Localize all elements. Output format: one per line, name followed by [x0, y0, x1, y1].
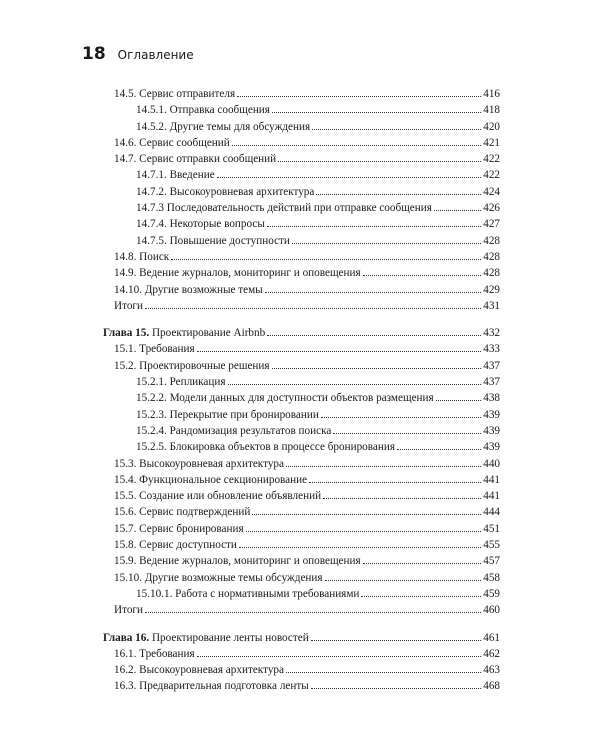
toc-entry-title — [136, 390, 434, 406]
toc-page-number: 460 — [483, 604, 500, 617]
dot-leader — [171, 258, 481, 260]
toc-entry[interactable] — [103, 586, 500, 602]
toc-entry[interactable] — [103, 233, 500, 249]
toc-entry[interactable] — [103, 602, 500, 618]
toc-entry-label: 15.8. Сервис доступности — [114, 539, 237, 552]
toc-entry[interactable] — [103, 488, 500, 504]
toc-entry[interactable] — [103, 102, 500, 118]
toc-page-number: 457 — [483, 555, 500, 568]
dot-leader — [325, 579, 482, 581]
toc-entry-title — [136, 200, 432, 216]
toc-entry[interactable] — [103, 119, 500, 135]
dot-leader — [197, 350, 482, 352]
toc-page-number: 439 — [483, 408, 500, 421]
toc-page-number: 424 — [483, 185, 500, 198]
toc-entry-title — [136, 102, 270, 118]
toc-entry-label: 14.8. Поиск — [114, 250, 170, 263]
dot-leader — [286, 465, 481, 467]
toc-entry-title — [114, 249, 169, 265]
toc-entry-title — [114, 678, 309, 694]
dot-leader — [311, 639, 482, 641]
toc-entry[interactable] — [103, 570, 500, 586]
toc-page-number: 463 — [483, 664, 500, 677]
dot-leader — [333, 432, 481, 434]
toc-entry[interactable] — [103, 521, 500, 537]
toc-page-number: 441 — [483, 490, 500, 503]
toc-entry[interactable] — [103, 407, 500, 423]
toc-page-number: 428 — [483, 250, 500, 263]
dot-leader — [272, 111, 481, 113]
toc-entry-title — [114, 472, 307, 488]
toc-page-number: 420 — [483, 120, 500, 133]
toc-entry-label: 14.5.2. Другие темы для обсуждения — [136, 120, 311, 133]
dot-leader — [311, 687, 481, 689]
dot-leader — [434, 209, 481, 211]
section-gap — [103, 619, 500, 630]
toc-entry-title — [103, 325, 265, 341]
toc-entry-label: 14.5. Сервис отправителя — [114, 88, 236, 100]
toc-page-number: 439 — [483, 424, 500, 437]
toc-entry-title — [114, 151, 276, 167]
page-number: 18 — [82, 44, 106, 64]
dot-leader — [246, 530, 482, 532]
dot-leader — [197, 655, 482, 657]
toc-entry-title — [136, 119, 310, 135]
toc-entry-title — [136, 233, 290, 249]
toc-page-number: 444 — [483, 506, 500, 519]
toc-entry-label: Проектирование ленты новостей — [149, 631, 309, 644]
toc-entry-label: 14.7.3 Последовательность действий при отправке сообщения — [136, 202, 432, 215]
toc-entry-title — [114, 135, 230, 151]
toc-entry[interactable] — [103, 678, 500, 694]
toc-page-number: 461 — [483, 631, 500, 644]
toc-entry-label: 14.9. Ведение журналов, мониторинг и оповещения — [114, 267, 361, 280]
page-header — [82, 44, 194, 64]
toc-entry-title — [136, 167, 215, 183]
toc-page-number: 458 — [483, 571, 500, 584]
toc-entry-title — [114, 570, 323, 586]
toc-entry-title — [136, 407, 319, 423]
toc-entry-label: 14.7.4. Некоторые вопросы — [136, 218, 265, 231]
toc-chapter-entry[interactable] — [103, 325, 500, 341]
toc-page-number: 426 — [483, 202, 500, 215]
toc-entry-title — [114, 488, 321, 504]
toc-page-number: 459 — [483, 587, 500, 600]
dot-leader — [232, 144, 481, 146]
toc-entry[interactable] — [103, 504, 500, 520]
toc-page-number: 468 — [483, 680, 500, 693]
toc-entry-title — [114, 537, 237, 553]
toc-entry-title — [114, 86, 235, 102]
toc-entry[interactable] — [103, 86, 500, 102]
dot-leader — [323, 497, 481, 499]
toc-entry-label: 15.1. Требования — [114, 343, 195, 356]
toc-entry-title — [114, 662, 284, 678]
dot-leader — [292, 242, 481, 244]
toc-page-number: 441 — [483, 473, 500, 486]
toc-page-number: 418 — [483, 104, 500, 117]
toc-entry-title — [136, 216, 265, 232]
running-head: Оглавление — [117, 48, 194, 62]
dot-leader — [145, 307, 481, 309]
toc-entry-title — [114, 341, 195, 357]
dot-leader — [267, 334, 481, 336]
toc-entry-label: 15.6. Сервис подтверждений — [114, 506, 251, 519]
toc-entry-title — [114, 553, 361, 569]
toc-entry[interactable] — [103, 135, 500, 151]
toc-entry-label: 14.6. Сервис сообщений — [114, 136, 230, 149]
toc-page-number: 431 — [483, 299, 500, 312]
chapter-number: Глава 15. — [103, 327, 150, 340]
table-of-contents — [103, 86, 500, 695]
chapter-number: Глава 16. — [103, 631, 150, 644]
toc-entry-label: 15.2. Проектировочные решения — [114, 359, 270, 372]
toc-page-number: 433 — [483, 343, 500, 356]
toc-entry-label: 16.3. Предварительная подготовка ленты — [114, 680, 309, 693]
toc-entry[interactable] — [103, 282, 500, 298]
toc-page-number: 437 — [483, 376, 500, 389]
dot-leader — [252, 513, 481, 515]
toc-entry[interactable] — [103, 390, 500, 406]
toc-entry-label: 15.4. Функциональное секционирование — [114, 473, 308, 486]
toc-entry-title — [136, 586, 359, 602]
toc-entry-label: 16.2. Высокоуровневая архитектура — [114, 664, 284, 677]
toc-entry-title — [136, 423, 331, 439]
dot-leader — [267, 225, 481, 227]
toc-entry[interactable] — [103, 456, 500, 472]
toc-entry-label: 15.2.2. Модели данных для доступности объектов размещения — [136, 392, 434, 405]
dot-leader — [272, 367, 482, 369]
toc-entry-label: 15.9. Ведение журналов, мониторинг и оповещения — [114, 555, 361, 568]
toc-page-number: 427 — [483, 218, 500, 231]
toc-entry[interactable] — [103, 439, 500, 455]
toc-entry[interactable] — [103, 553, 500, 569]
toc-entry[interactable] — [103, 151, 500, 167]
dot-leader — [145, 611, 481, 613]
dot-leader — [228, 383, 482, 385]
toc-entry-label: 15.2.5. Блокировка объектов в процессе бронирования — [136, 441, 395, 454]
toc-entry-title — [114, 504, 250, 520]
toc-entry-label: Итоги — [114, 604, 143, 617]
toc-entry-title — [114, 646, 195, 662]
toc-entry[interactable] — [103, 662, 500, 678]
dot-leader — [316, 193, 481, 195]
section-gap — [103, 314, 500, 325]
toc-entry[interactable] — [103, 341, 500, 357]
toc-entry-label: Итоги — [114, 299, 143, 312]
toc-page-number: 455 — [483, 539, 500, 552]
toc-page-number: 416 — [483, 88, 500, 100]
toc-entry[interactable] — [103, 249, 500, 265]
toc-entry-title — [114, 298, 143, 314]
dot-leader — [321, 416, 481, 418]
toc-page-number: 429 — [483, 283, 500, 296]
dot-leader — [286, 671, 481, 673]
toc-page-number: 440 — [483, 457, 500, 470]
toc-entry-label: 15.2.1. Репликация — [136, 376, 226, 389]
toc-page-number: 428 — [483, 267, 500, 280]
toc-entry-label: 14.10. Другие возможные темы — [114, 283, 263, 296]
toc-page-number: 451 — [483, 522, 500, 535]
toc-entry-label: 16.1. Требования — [114, 647, 195, 660]
toc-entry[interactable] — [103, 537, 500, 553]
dot-leader — [363, 274, 482, 276]
toc-page-number: 422 — [483, 153, 500, 166]
toc-page-number: 421 — [483, 136, 500, 149]
dot-leader — [265, 291, 482, 293]
toc-entry[interactable] — [103, 265, 500, 281]
dot-leader — [397, 448, 481, 450]
toc-page-number: 432 — [483, 327, 500, 340]
dot-leader — [363, 562, 482, 564]
toc-entry-title — [136, 374, 226, 390]
toc-entry-label: Проектирование Airbnb — [149, 327, 266, 340]
toc-entry-label: 14.7.2. Высокоуровневая архитектура — [136, 185, 315, 198]
toc-page-number: 438 — [483, 392, 500, 405]
dot-leader — [361, 595, 481, 597]
dot-leader — [312, 128, 481, 130]
toc-entry-label: 14.7.1. Введение — [136, 169, 215, 182]
toc-entry-label: 14.5.1. Отправка сообщения — [136, 104, 270, 117]
toc-page-number: 437 — [483, 359, 500, 372]
toc-entry-title — [114, 602, 143, 618]
toc-page-number: 428 — [483, 234, 500, 247]
toc-page-number: 422 — [483, 169, 500, 182]
dot-leader — [239, 546, 481, 548]
dot-leader — [237, 95, 481, 97]
toc-entry-title — [114, 358, 270, 374]
toc-page-number: 462 — [483, 647, 500, 660]
dot-leader — [436, 399, 482, 401]
toc-entry-label: 15.10. Другие возможные темы обсуждения — [114, 571, 323, 584]
toc-entry[interactable] — [103, 167, 500, 183]
dot-leader — [278, 160, 481, 162]
toc-entry-title — [136, 184, 314, 200]
toc-page-number: 439 — [483, 441, 500, 454]
toc-chapter-entry[interactable] — [103, 630, 500, 646]
toc-entry-title — [114, 265, 361, 281]
toc-entry-label: 15.2.4. Рандомизация результатов поиска — [136, 424, 332, 437]
toc-entry-title — [103, 630, 309, 646]
toc-entry-label: 15.5. Создание или обновление объявлений — [114, 490, 322, 503]
toc-entry-title — [114, 456, 284, 472]
toc-entry-label: 15.2.3. Перекрытие при бронировании — [136, 408, 319, 421]
toc-entry-label: 14.7.5. Повышение доступности — [136, 234, 290, 247]
toc-entry[interactable] — [103, 216, 500, 232]
toc-entry[interactable] — [103, 646, 500, 662]
toc-entry[interactable] — [103, 374, 500, 390]
toc-entry-label: 14.7. Сервис отправки сообщений — [114, 153, 277, 166]
toc-entry[interactable] — [103, 184, 500, 200]
dot-leader — [217, 176, 482, 178]
toc-entry[interactable] — [103, 472, 500, 488]
toc-entry[interactable] — [103, 200, 500, 216]
toc-entry[interactable] — [103, 358, 500, 374]
toc-entry-title — [136, 439, 395, 455]
toc-entry-label: 15.7. Сервис бронирования — [114, 522, 244, 535]
toc-entry-title — [114, 282, 263, 298]
toc-entry-label: 15.3. Высокоуровневая архитектура — [114, 457, 284, 470]
toc-entry[interactable] — [103, 423, 500, 439]
toc-entry-title — [114, 521, 244, 537]
dot-leader — [309, 481, 481, 483]
toc-entry-label: 15.10.1. Работа с нормативными требованиями — [136, 587, 360, 600]
toc-entry[interactable] — [103, 298, 500, 314]
